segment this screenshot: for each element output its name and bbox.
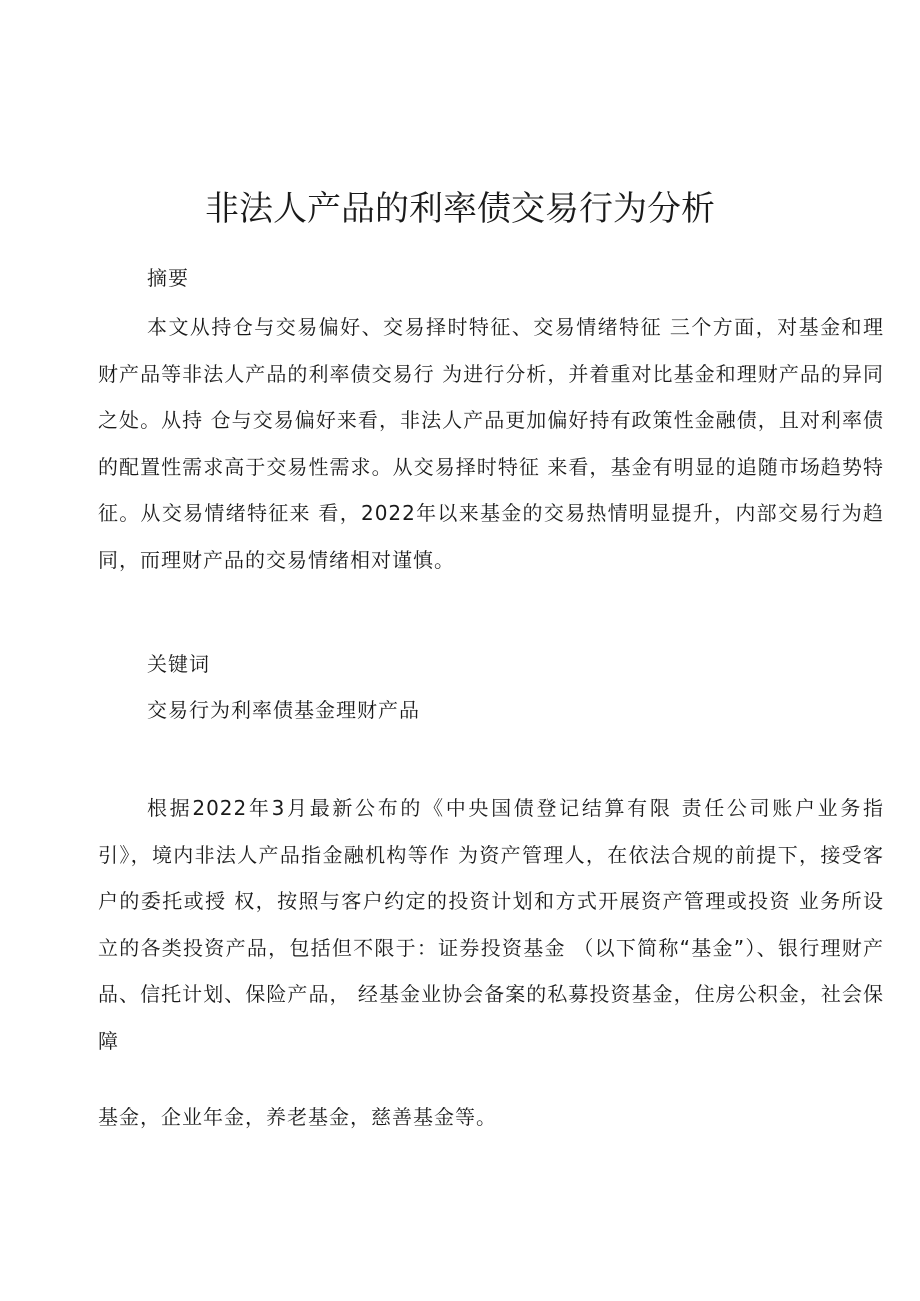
keywords-text: 交易行为利率债基金理财产品 [147,698,420,722]
body-paragraph-continued: 基金，企业年金，养老基金，慈善基金等。 [98,1105,497,1129]
document-title: 非法人产品的利率债交易行为分析 [205,188,715,229]
body-paragraph: 根据2022年3月最新公布的《中央国债登记结算有限 责任公司账户业务指引》，境内非法人产品指金融机构等作 为资产管理人，在依法合规的前提下，接受客户的委托或授 权，按照与客户约定的投资计划和方式开展资产管理或投资 业务所设立的各类投资产品，包括但不限于：证券投资基金 （以下简称“基金”）、银行理财产品、信托计划、保险产品， 经基金业协会备案的私募投资基金，住房公积金，社会保障 [98,796,884,1053]
keywords-heading: 关键词 [147,652,210,676]
abstract-paragraph: 本文从持仓与交易偏好、交易择时特征、交易情绪特征 三个方面，对基金和理财产品等非法人产品的利率债交易行 为进行分析，并着重对比基金和理财产品的异同之处。从持 仓与交易偏好来看，非法人产品更加偏好持有政策性金融债，且对利率债的配置性需求高于交易性需求。从交易择时特征 来看，基金有明显的追随市场趋势特征。从交易情绪特征来 看，2022年以来基金的交易热情明显提升，内部交易行为趋 同，而理财产品的交易情绪相对谨慎。 [98,315,884,572]
abstract-heading: 摘要 [147,266,189,290]
